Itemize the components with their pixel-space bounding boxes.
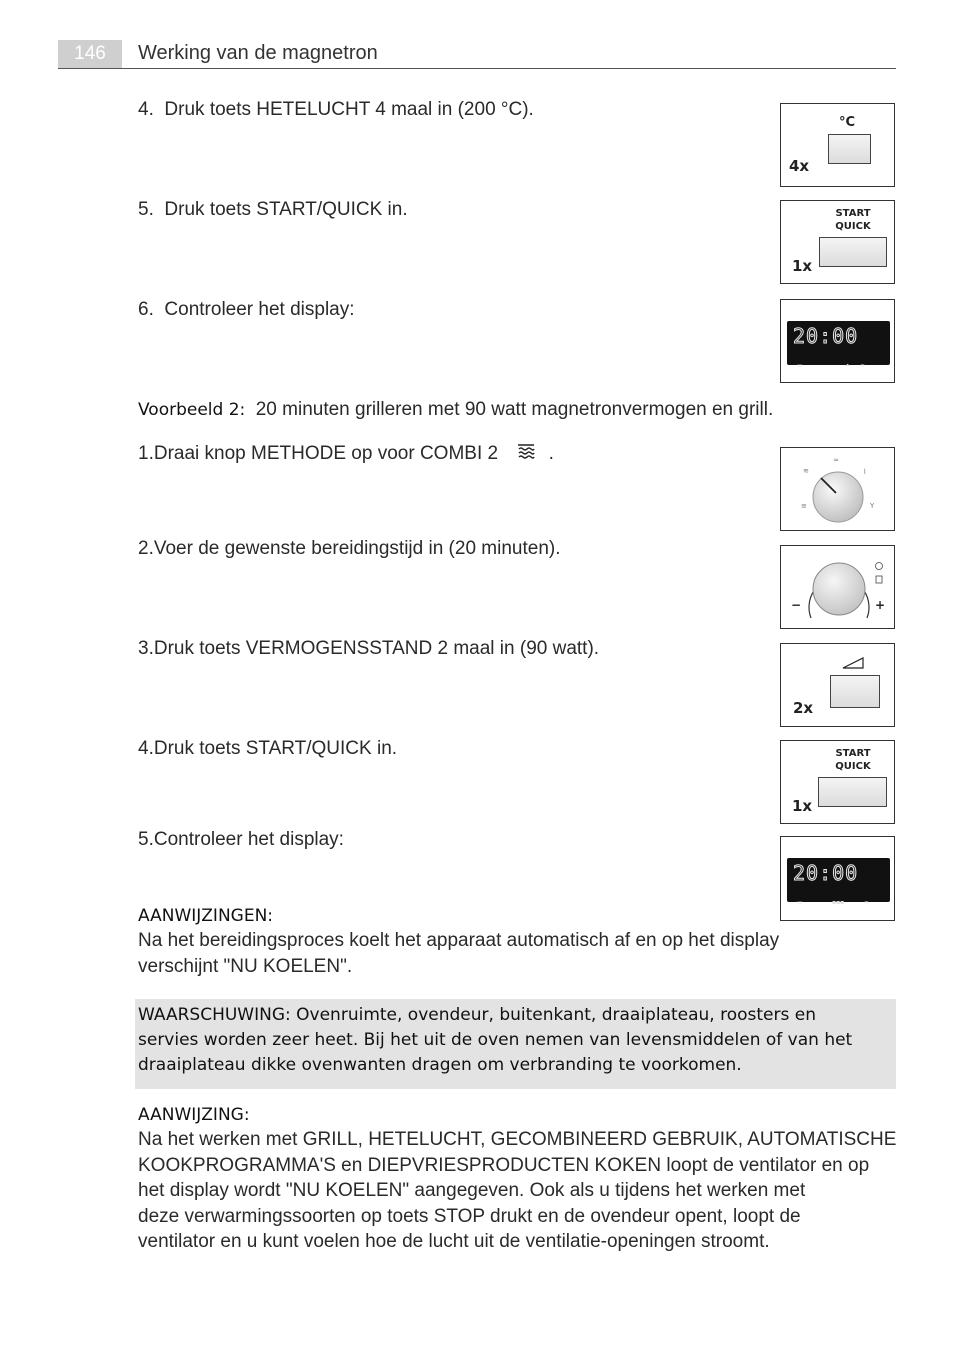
fan-icon: ∞ [864,899,869,906]
power-key-figure [780,643,895,727]
step-text: Controleer het display: [153,829,344,850]
press-count: 2x [793,699,814,717]
start-quick-label: START QUICK [835,748,871,772]
step-b-4 [138,737,397,761]
start-quick-key-figure-2 [780,740,895,824]
step-text: Druk toets HETELUCHT 4 maal in (200 °C). [164,99,534,120]
grill-icon: ⌇ [863,468,867,476]
lcd-display [787,858,890,906]
step-a-6 [138,298,355,322]
lcd-digits: 20:00 [793,861,859,885]
press-count: 1x [792,257,813,275]
time-knob-figure [780,545,895,629]
microwave-icon: ≈ [833,456,839,464]
step-text: Draai knop METHODE op voor COMBI 2 [153,443,499,464]
example-label: Voorbeeld 2: [138,400,246,420]
example-text: 20 minuten grilleren met 90 watt magnetronvermogen en grill. [255,399,774,420]
example-line [138,398,773,422]
power-key [830,675,880,708]
minus-label: − [791,598,802,612]
clock-icon [876,563,883,570]
combi-2-icon [515,443,537,461]
page-number: 146 [58,40,122,68]
defrost-icon: Y [870,502,875,510]
step-text: Controleer het display: [164,299,355,320]
timer-icon: ▭ [797,899,803,906]
combi-icon: ≋ [803,467,809,475]
page-header-title: Werking van de magnetron [138,42,378,64]
start-quick-label: START QUICK [835,208,871,232]
start-quick-key-figure-1 [780,200,895,284]
lcd-display [787,321,890,369]
step-b-1 [138,442,554,466]
step-number: 5. [138,829,154,850]
note2-heading: AANWIJZING: [138,1105,250,1125]
step-number: 3. [138,638,154,659]
step-number: 5. [138,199,154,220]
step-text: Voer de gewenste bereidingstijd in (20 minuten). [153,538,561,559]
step-number: 2. [138,538,154,559]
combi-icon: ▪▪▪ [832,899,845,906]
step-text: Druk toets START/QUICK in. [153,738,398,759]
weight-icon [876,576,882,583]
method-knob [781,448,894,530]
warning-text: WAARSCHUWING: Ovenruimte, ovendeur, buitenkant, draaiplateau, roosters en servies worden zeer heet. Bij het uit de oven nemen van levensmiddelen of van het draaiplateau dikke ovenwanten dragen om verbranding te voorkomen. [138,1005,853,1075]
step-b-3 [138,637,599,661]
time-knob [781,546,894,628]
step-a-5 [138,198,408,222]
header-divider [58,68,896,69]
step-number: 1. [138,443,154,464]
notes-heading: AANWIJZINGEN: [138,906,274,926]
hot-air-key [828,134,871,164]
note2-body: Na het werken met GRILL, HETELUCHT, GECOMBINEERD GEBRUIK, AUTOMATISCHE KOOKPROGRAMMA'S en DIEPVRIESPRODUCTEN KOKEN loopt de ventilator en op het display wordt "NU KOELEN" aangegeven. Ook als u tijdens het werken met deze verwarmingssoorten op toets STOP drukt en de ovendeur opent, loopt de ventilator en u kunt voelen hoe de lucht uit de ventilatie-openingen stroomt. [138,1129,897,1252]
step-text: Druk toets START/QUICK in. [164,199,408,220]
step-a-4 [138,98,534,122]
step-number: 4. [138,99,154,120]
notes-body: Na het bereidingsproces koelt het apparaat automatisch af en op het display verschijnt "NU KOELEN". [138,930,780,977]
hot-air-key-figure [780,103,895,187]
press-count: 1x [792,797,813,815]
step-b-5 [138,828,344,852]
plus-label: + [875,598,886,612]
step-b-2 [138,537,561,561]
step-suffix: . [548,443,554,464]
timer-icon: ▭ [797,362,803,369]
press-count: 4x [789,157,810,175]
start-quick-key [819,237,887,267]
step-number: 6. [138,299,154,320]
hot-air-icon: ≡ [801,502,807,510]
start-quick-key [818,777,887,807]
method-knob-figure [780,447,895,531]
lcd-digits: 20:00 [793,324,859,348]
step-text: Druk toets VERMOGENSSTAND 2 maal in (90 watt). [153,638,600,659]
display-figure-1 [780,299,895,383]
celsius-symbol: °C [839,115,856,130]
fan-icon: ∞ [860,362,865,369]
step-number: 4. [138,738,154,759]
grill-icon: ⏶ [845,362,850,369]
display-figure-2 [780,836,895,921]
